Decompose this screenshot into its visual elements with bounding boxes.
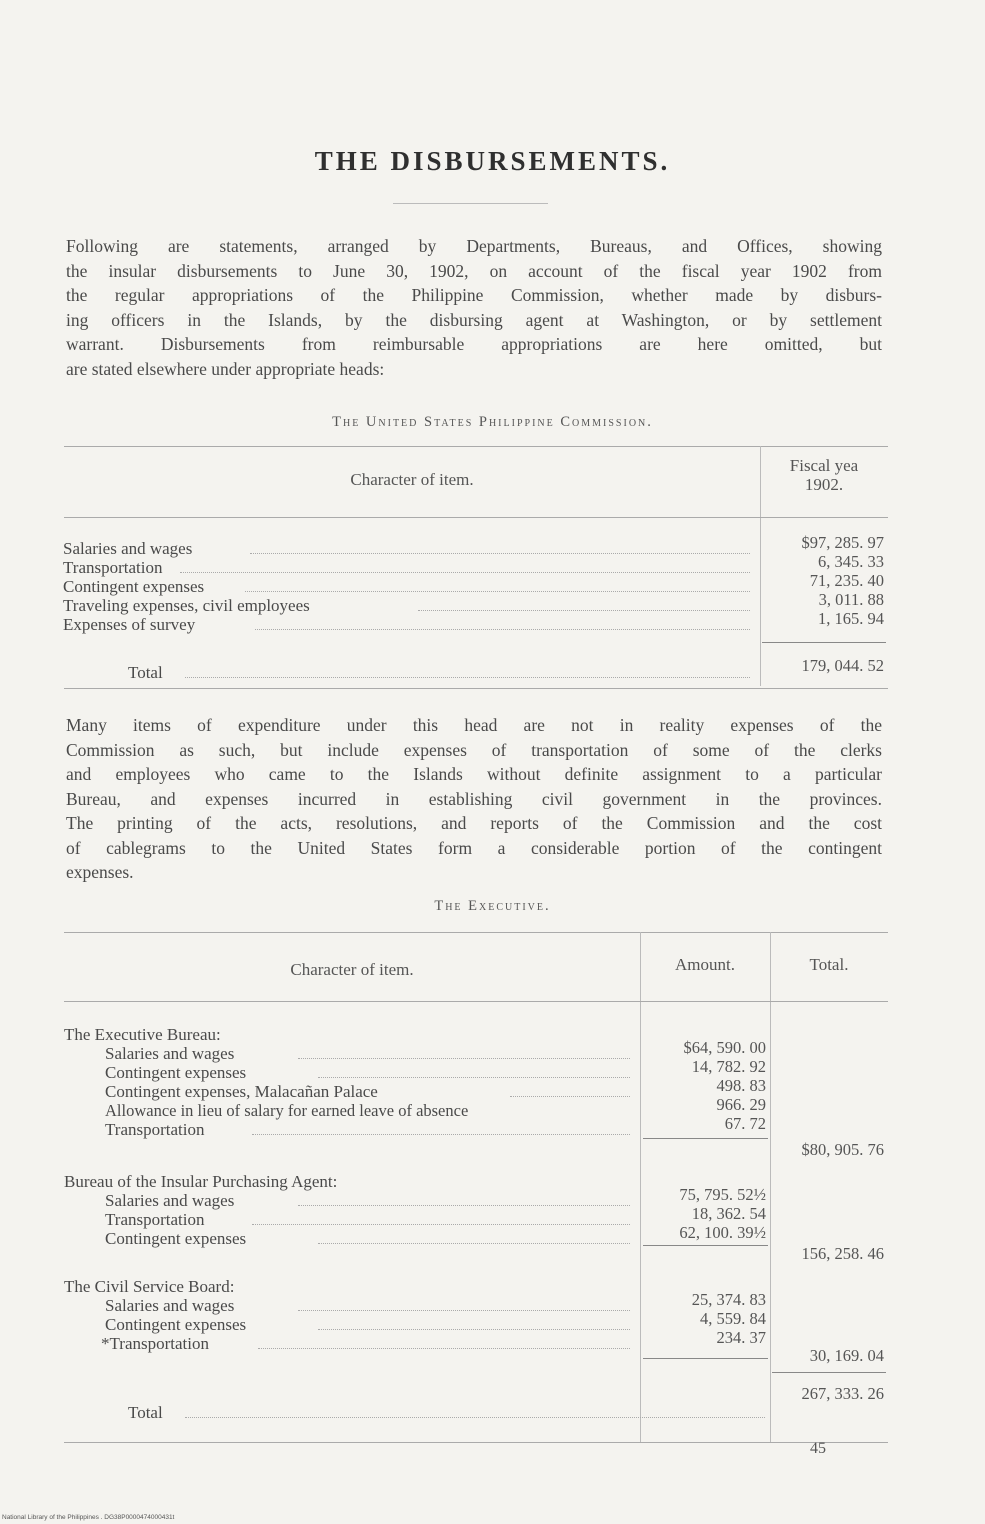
notes-line: expenses. bbox=[66, 862, 134, 882]
total-value: 179, 044. 52 bbox=[801, 656, 884, 675]
subtotal-rule bbox=[643, 1138, 768, 1139]
column-header-item: Character of item. bbox=[290, 960, 414, 979]
group-title: Bureau of the Insular Purchasing Agent: bbox=[64, 1172, 338, 1191]
column-header-fiscal bbox=[760, 456, 888, 494]
row-label: Salaries and wages bbox=[105, 1044, 235, 1063]
dot-leader bbox=[185, 677, 750, 678]
row-label: *Transportation bbox=[101, 1334, 209, 1353]
intro-line: warrant. Disbursements from reimbursable appropriations are here omitted, but bbox=[66, 334, 882, 354]
group-total: 30, 169. 04 bbox=[809, 1346, 884, 1365]
row-amount: 234. 37 bbox=[716, 1328, 766, 1347]
row-amount: 75, 795. 52½ bbox=[679, 1185, 766, 1204]
table-bottom-rule bbox=[64, 688, 888, 689]
dot-leader bbox=[418, 610, 750, 611]
notes-line: and employees who came to the Islands without definite assignment to a particular bbox=[66, 764, 882, 784]
dot-leader bbox=[318, 1077, 630, 1078]
header-rule bbox=[64, 1001, 888, 1002]
row-amount: 25, 374. 83 bbox=[691, 1290, 766, 1309]
executive-heading: The Executive. bbox=[434, 898, 551, 914]
group-title: The Executive Bureau: bbox=[64, 1025, 221, 1044]
row-amount: 62, 100. 39½ bbox=[679, 1223, 766, 1242]
table-top-rule bbox=[64, 446, 888, 447]
row-label: Salaries and wages bbox=[105, 1191, 235, 1210]
intro-line: are stated elsewhere under appropriate heads: bbox=[66, 358, 385, 379]
row-amount: 67. 72 bbox=[724, 1114, 766, 1133]
total-label: Total bbox=[128, 663, 163, 682]
column-header-amount: Amount. bbox=[675, 955, 735, 974]
commission-notes-paragraph bbox=[66, 713, 882, 885]
table-top-rule bbox=[64, 932, 888, 933]
row-amount: 4, 559. 84 bbox=[700, 1309, 766, 1328]
dot-leader bbox=[252, 1224, 630, 1225]
row-amount: 966. 29 bbox=[716, 1095, 766, 1114]
intro-line: Following are statements, arranged by Departments, Bureaus, and Offices, showing bbox=[66, 236, 882, 256]
row-value: 1, 165. 94 bbox=[818, 609, 884, 628]
notes-line: Commission as such, but include expenses of transportation of some of the clerks bbox=[66, 739, 882, 760]
column-header-total: Total. bbox=[809, 955, 849, 974]
dot-leader bbox=[510, 1096, 630, 1097]
row-label: Contingent expenses bbox=[105, 1315, 247, 1334]
row-amount: 498. 83 bbox=[716, 1076, 766, 1095]
row-label: Transportation bbox=[105, 1120, 205, 1139]
group-total: $80, 905. 76 bbox=[801, 1140, 884, 1159]
dot-leader bbox=[180, 572, 750, 573]
fiscal-header-line: 1902. bbox=[804, 475, 844, 494]
dot-leader bbox=[255, 629, 750, 630]
total-label: Total bbox=[128, 1403, 163, 1422]
row-label: Traveling expenses, civil employees bbox=[63, 596, 310, 615]
notes-line: of cablegrams to the United States form a considerable portion of the contingent bbox=[66, 837, 882, 858]
row-value: 71, 235. 40 bbox=[809, 571, 884, 590]
row-label: Contingent expenses bbox=[105, 1063, 247, 1082]
intro-paragraph bbox=[66, 234, 882, 381]
page-title: THE DISBURSEMENTS. bbox=[314, 146, 671, 176]
dot-leader bbox=[298, 1310, 630, 1311]
row-amount: 14, 782. 92 bbox=[691, 1057, 766, 1076]
dot-leader bbox=[318, 1329, 630, 1330]
subtotal-rule bbox=[643, 1358, 768, 1359]
intro-line: the insular disbursements to June 30, 1902, on account of the fiscal year 1902 from bbox=[66, 260, 882, 281]
dot-leader bbox=[245, 591, 750, 592]
subtotal-rule bbox=[643, 1245, 768, 1246]
row-label: Salaries and wages bbox=[105, 1296, 235, 1315]
row-label: Transportation bbox=[63, 558, 163, 577]
row-label: Salaries and wages bbox=[63, 539, 193, 558]
dot-leader bbox=[185, 1417, 765, 1418]
header-rule bbox=[64, 517, 888, 518]
group-title: The Civil Service Board: bbox=[64, 1277, 235, 1296]
row-label: Allowance in lieu of salary for earned leave of absence bbox=[105, 1101, 469, 1120]
dot-leader bbox=[250, 553, 750, 554]
page-number: 45 bbox=[810, 1440, 826, 1457]
group-total: 156, 258. 46 bbox=[801, 1244, 884, 1263]
total-value: 267, 333. 26 bbox=[801, 1384, 884, 1403]
row-label: Contingent expenses bbox=[105, 1229, 247, 1248]
dot-leader bbox=[252, 1134, 630, 1135]
notes-line: The printing of the acts, resolutions, and reports of the Commission and the cost bbox=[66, 813, 882, 833]
intro-line: the regular appropriations of the Philippine Commission, whether made by disburs- bbox=[66, 285, 882, 305]
row-label: Transportation bbox=[105, 1210, 205, 1229]
total-rule bbox=[762, 642, 886, 643]
row-label: Expenses of survey bbox=[63, 615, 196, 634]
row-value: 6, 345. 33 bbox=[818, 552, 884, 571]
notes-line: Many items of expenditure under this head are not in reality expenses of the bbox=[66, 715, 882, 735]
notes-line: Bureau, and expenses incurred in establishing civil government in the provinces. bbox=[66, 788, 882, 809]
row-amount: 18, 362. 54 bbox=[691, 1204, 766, 1223]
dot-leader bbox=[298, 1058, 630, 1059]
dot-leader bbox=[298, 1205, 630, 1206]
title-rule bbox=[393, 203, 548, 204]
dot-leader bbox=[258, 1348, 630, 1349]
fiscal-header-line: Fiscal yea bbox=[789, 456, 859, 475]
dot-leader bbox=[318, 1243, 630, 1244]
row-label: Contingent expenses, Malacañan Palace bbox=[105, 1082, 378, 1101]
table-bottom-rule bbox=[64, 1442, 888, 1443]
scan-footer: National Library of the Philippines . DG38P0000474000431t bbox=[2, 1514, 175, 1521]
grand-total-rule bbox=[772, 1372, 886, 1373]
row-label: Contingent expenses bbox=[63, 577, 205, 596]
column-divider bbox=[770, 932, 771, 1442]
intro-line: ing officers in the Islands, by the disbursing agent at Washington, or by settlement bbox=[66, 309, 882, 330]
row-value: 3, 011. 88 bbox=[818, 590, 884, 609]
row-amount: $64, 590. 00 bbox=[683, 1038, 766, 1057]
commission-heading: The United States Philippine Commission. bbox=[332, 414, 653, 430]
column-header-item: Character of item. bbox=[350, 470, 474, 489]
row-value: $97, 285. 97 bbox=[801, 533, 884, 552]
